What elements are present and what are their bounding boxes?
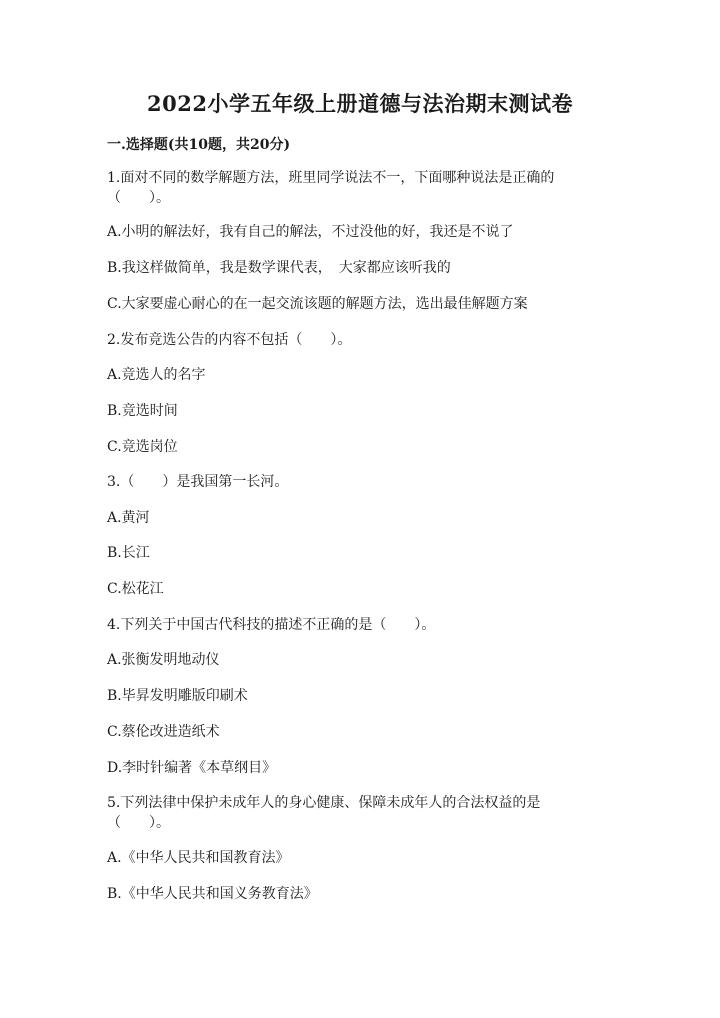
question-5-stem-line-2: （ ）。 [107, 815, 170, 831]
question-1-option-c: C.大家要虚心耐心的在一起交流该题的解题方法，选出最佳解题方案 [107, 296, 528, 312]
question-5-option-b: B.《中华人民共和国义务教育法》 [107, 886, 318, 902]
question-3-option-b: B.长江 [107, 545, 150, 561]
question-3-option-c: C.松花江 [107, 581, 164, 597]
question-1-stem-line-1: 1.面对不同的数学解题方法，班里同学说法不一，下面哪种说法是正确的 [107, 170, 555, 186]
question-2-stem: 2.发布竞选公告的内容不包括（ ）。 [107, 332, 352, 348]
question-4-option-c: C.蔡伦改进造纸术 [107, 724, 220, 740]
question-1-option-a: A.小明的解法好，我有自己的解法，不过没他的好，我还是不说了 [107, 224, 514, 240]
section-heading: 一.选择题(共10题，共20分) [107, 137, 291, 153]
question-4-stem: 4.下列关于中国古代科技的描述不正确的是（ ）。 [107, 617, 436, 633]
question-1-stem-line-2: （ ）。 [107, 190, 170, 206]
question-2-option-b: B.竞选时间 [107, 403, 178, 419]
question-4-option-b: B.毕昇发明雕版印刷术 [107, 688, 248, 704]
question-5-option-a: A.《中华人民共和国教育法》 [107, 850, 290, 866]
question-3-option-a: A.黄河 [107, 510, 150, 526]
question-4-option-d: D.李时针编著《本草纲目》 [107, 760, 277, 776]
question-2-option-a: A.竞选人的名字 [107, 367, 206, 383]
page-title: 2022小学五年级上册道德与法治期末测试卷 [147, 91, 573, 116]
question-1-option-b: B.我这样做简单，我是数学课代表， 大家都应该听我的 [107, 260, 451, 276]
question-5-stem-line-1: 5.下列法律中保护未成年人的身心健康、保障未成年人的合法权益的是 [107, 795, 541, 811]
question-3-stem: 3.（ ）是我国第一长河。 [107, 474, 289, 490]
question-2-option-c: C.竞选岗位 [107, 439, 178, 455]
question-4-option-a: A.张衡发明地动仪 [107, 652, 220, 668]
